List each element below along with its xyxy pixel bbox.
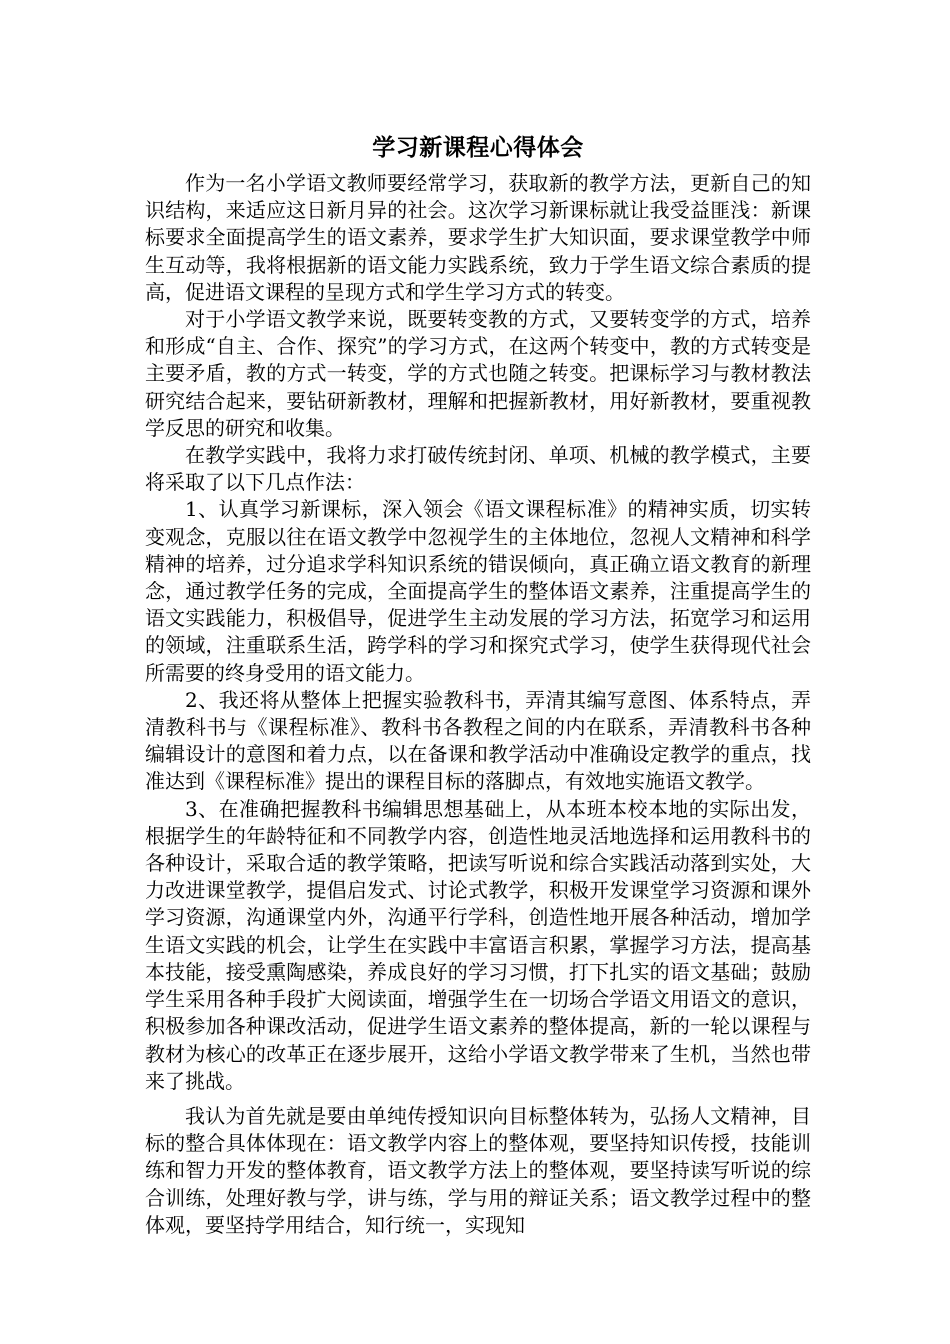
paragraph-intro: 作为一名小学语文教师要经常学习，获取新的教学方法，更新自己的知识结构，来适应这日新月异的社会。这次学习新课标就让我受益匪浅：新课标要求全面提高学生的语文素养，要求学生扩大知识面，要求课堂教学中师生互动等，我将根据新的语文能力实践系统，致力于学生语文综合素质的提高，促进语文课程的呈现方式和学生学习方式的转变。 [145, 171, 811, 304]
paragraph-teaching-methods: 对于小学语文教学来说，既要转变教的方式，又要转变学的方式，培养和形成“自主、合作、探究”的学习方式，在这两个转变中，教的方式转变是主要矛盾，教的方式一转变，学的方式也随之转变。把课标学习与教材教法研究结合起来，要钻研新教材，理解和把握新教材，用好新教材，要重视教学反思的研究和收集。 [145, 307, 811, 440]
paragraph-reflection: 我认为首先就是要由单纯传授知识向目标整体转为，弘扬人文精神，目标的整合具体体现在：语文教学内容上的整体观，要坚持知识传授，技能训练和智力开发的整体教育，语文教学方法上的整体观，要坚持读写听说的综合训练，处理好教与学，讲与练，学与用的辩证关系；语文教学过程中的整体观，要坚持学用结合，知行统一，实现知 [145, 1103, 811, 1237]
paragraph-point-2: 2、我还将从整体上把握实验教科书，弄清其编写意图、体系特点，弄清教科书与《课程标准》、教科书各教程之间的内在联系，弄清教科书各种编辑设计的意图和着力点，以在备课和教学活动中准确设定教学的重点，找准达到《课程标准》提出的课程目标的落脚点，有效地实施语文教学。 [145, 687, 811, 794]
paragraph-practice: 在教学实践中，我将力求打破传统封闭、单项、机械的教学模式，主要将采取了以下几点作法： [145, 443, 811, 495]
document-page [145, 130, 811, 1239]
paragraph-point-3: 3、在准确把握教科书编辑思想基础上，从本班本校本地的实际出发，根据学生的年龄特征和不同教学内容，创造性地灵活地选择和运用教科书的各种设计，采取合适的教学策略，把读写听说和综合实践活动落到实处，大力改进课堂教学，提倡启发式、讨论式教学，积极开发课堂学习资源和课外学习资源，沟通课堂内外，沟通平行学科，创造性地开展各种活动，增加学生语文实践的机会，让学生在实践中丰富语言积累，掌握学习方法，提高基本技能，接受熏陶感染，养成良好的学习习惯，打下扎实的语文基础；鼓励学生采用各种手段扩大阅读面，增强学生在一切场合学语文用语文的意识，积极参加各种课改活动，促进学生语文素养的整体提高，新的一轮以课程与教材为核心的改革正在逐步展开，这给小学语文教学带来了生机，当然也带来了挑战。 [145, 796, 811, 1093]
paragraph-point-1: 1、认真学习新课标，深入领会《语文课程标准》的精神实质，切实转变观念，克服以往在语文教学中忽视学生的主体地位，忽视人文精神和科学精神的培养，过分追求学科知识系统的错误倾向，真正确立语文教育的新理念，通过教学任务的完成，全面提高学生的整体语文素养，注重提高学生的语文实践能力，积极倡导，促进学生主动发展的学习方法，拓宽学习和运用的领域，注重联系生活，跨学科的学习和探究式学习，使学生获得现代社会所需要的终身受用的语文能力。 [145, 497, 811, 685]
page-title: 学习新课程心得体会 [372, 134, 584, 161]
